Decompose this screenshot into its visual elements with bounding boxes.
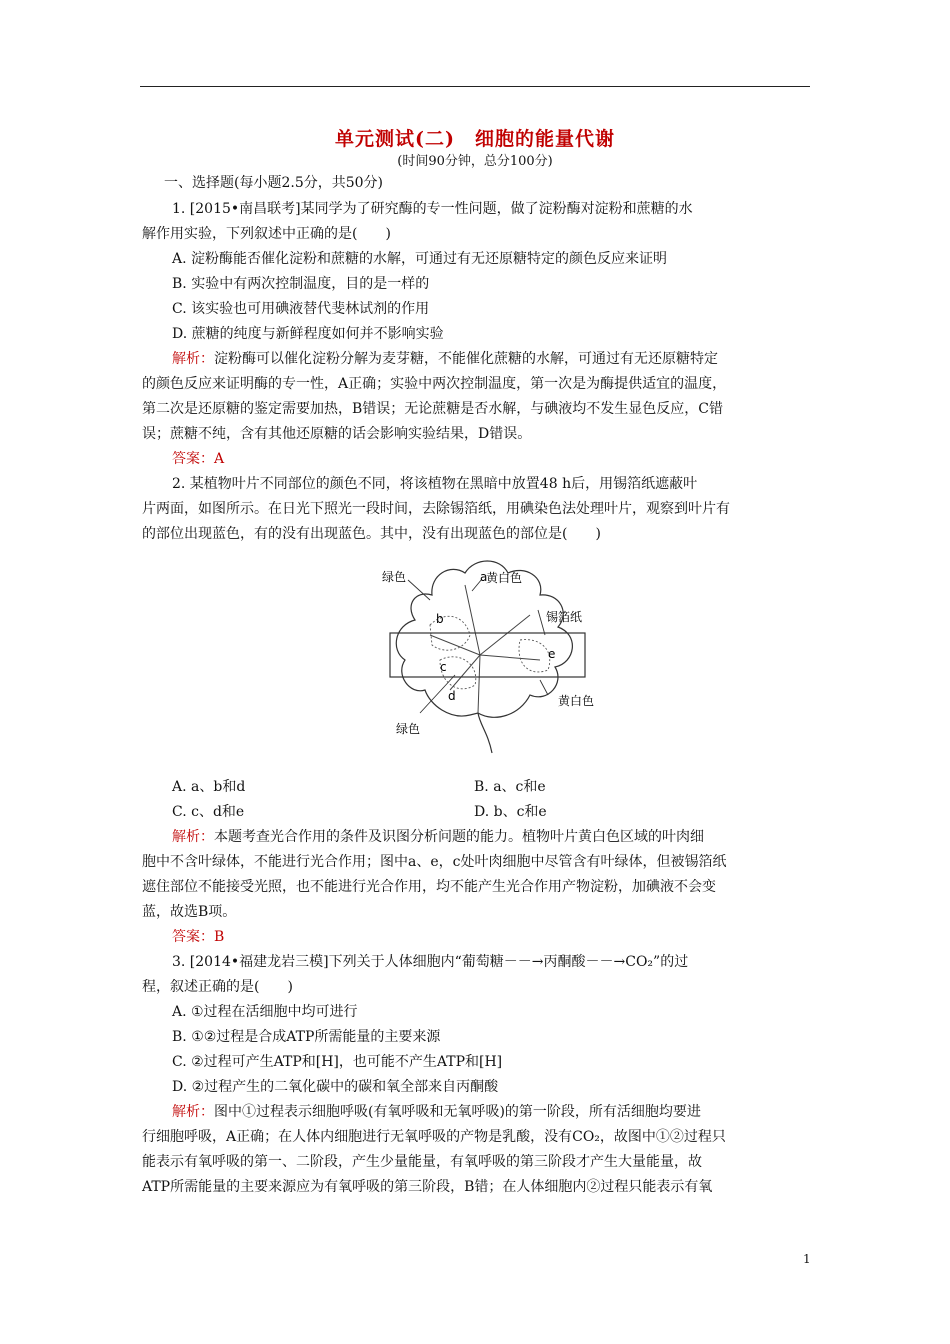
page-number: 1 [803, 1252, 811, 1266]
point-a: a [480, 570, 488, 584]
q2-answer: 答案：B [172, 929, 225, 945]
point-b: b [436, 612, 444, 626]
q1-stem-line: 1. [2015•南昌联考]某同学为了研究酶的专一性问题，做了淀粉酶对淀粉和蔗糖的水 [172, 201, 693, 217]
q1-answer: 答案：A [172, 451, 225, 467]
q2-stem-line: 片两面，如图所示。在日光下照光一段时间，去除锡箔纸，用碘染色法处理叶片，观察到叶片有 [142, 501, 730, 517]
label-yellow-top: 黄白色 [486, 571, 523, 585]
q2-stem-line: 的部位出现蓝色，有的没有出现蓝色。其中，没有出现蓝色的部位是( ) [142, 526, 601, 542]
q1-analysis-line: 第二次是还原糖的鉴定需要加热，B错误；无论蔗糖是否水解，与碘液均不发生显色反应，C错 [142, 401, 723, 417]
point-d: d [448, 689, 456, 703]
analysis-label: 解析： [172, 351, 214, 367]
q3-analysis-line: 解析：图中①过程表示细胞呼吸(有氧呼吸和无氧呼吸)的第一阶段，所有活细胞均要进 [172, 1104, 701, 1120]
q2-analysis-line: 胞中不含叶绿体，不能进行光合作用；图中a、e，c处叶肉细胞中尽管含有叶绿体，但被锡箔纸 [142, 854, 727, 870]
q1-analysis-line: 误；蔗糖不纯，含有其他还原糖的话会影响实验结果，D错误。 [142, 426, 532, 442]
q2-option-d: D. b、c和e [474, 804, 547, 820]
foil-rectangle [390, 633, 585, 677]
section-heading: 一、选择题(每小题2.5分，共50分) [164, 175, 384, 191]
q2-analysis-line: 遮住部位不能接受光照，也不能进行光合作用，均不能产生光合作用产物淀粉，加碘液不会变 [142, 879, 716, 895]
q3-analysis-line: ATP所需能量的主要来源应为有氧呼吸的第三阶段，B错；在人体细胞内②过程只能表示有氧 [142, 1179, 713, 1195]
header-rule [140, 86, 810, 87]
analysis-label: 解析： [172, 1104, 214, 1120]
point-c: c [440, 660, 447, 674]
label-green-bottom: 绿色 [396, 722, 421, 736]
q3-option-b: B. ①②过程是合成ATP所需能量的主要来源 [172, 1029, 441, 1045]
q1-option-b: B. 实验中有两次控制温度，目的是一样的 [172, 276, 430, 292]
label-foil: 锡箔纸 [546, 610, 583, 624]
q2-analysis-line: 解析：本题考查光合作用的条件及识图分析问题的能力。植物叶片黄白色区域的叶肉细 [172, 829, 704, 845]
q3-analysis-line: 行细胞呼吸，A正确；在人体内细胞进行无氧呼吸的产物是乳酸，没有CO₂，故图中①②过程只 [142, 1129, 726, 1145]
q3-option-a: A. ①过程在活细胞中均可进行 [172, 1004, 358, 1020]
q3-stem-line: 程，叙述正确的是( ) [142, 979, 293, 995]
q2-option-c: C. c、d和e [172, 804, 245, 820]
q3-stem-line: 3. [2014•福建龙岩三模]下列关于人体细胞内“葡萄糖－－→丙酮酸－－→CO₂”的过 [172, 954, 689, 970]
q3-analysis-line: 能表示有氧呼吸的第一、二阶段，产生少量能量，有氧呼吸的第三阶段才产生大量能量，故 [142, 1154, 702, 1170]
leaf-figure [370, 555, 610, 755]
q2-option-a: A. a、b和d [172, 779, 246, 795]
q1-analysis-line: 解析：淀粉酶可以催化淀粉分解为麦芽糖，不能催化蔗糖的水解，可通过有无还原糖特定 [172, 351, 718, 367]
q2-stem-line: 2. 某植物叶片不同部位的颜色不同，将该植物在黑暗中放置48 h后，用锡箔纸遮蔽叶 [172, 476, 698, 492]
q2-analysis-line: 蓝，故选B项。 [142, 904, 237, 920]
q1-stem-line: 解作用实验，下列叙述中正确的是( ) [142, 226, 391, 242]
q1-option-a: A. 淀粉酶能否催化淀粉和蔗糖的水解，可通过有无还原糖特定的颜色反应来证明 [172, 251, 668, 267]
q3-option-c: C. ②过程可产生ATP和[H]，也可能不产生ATP和[H] [172, 1054, 503, 1070]
q1-analysis-line: 的颜色反应来证明酶的专一性，A正确；实验中两次控制温度，第一次是为酶提供适宜的温度， [142, 376, 727, 392]
q3-option-d: D. ②过程产生的二氧化碳中的碳和氧全部来自丙酮酸 [172, 1079, 499, 1095]
analysis-label: 解析： [172, 829, 214, 845]
label-green-top: 绿色 [382, 570, 407, 584]
q1-option-c: C. 该实验也可用碘液替代斐林试剂的作用 [172, 301, 430, 317]
q1-option-d: D. 蔗糖的纯度与新鲜程度如何并不影响实验 [172, 326, 444, 342]
label-yellow-bottom: 黄白色 [558, 694, 595, 708]
page-title: 单元测试(二) 细胞的能量代谢 [335, 128, 615, 150]
q2-option-b: B. a、c和e [474, 779, 546, 795]
page-subtitle: (时间90分钟，总分100分) [397, 154, 553, 169]
point-e: e [548, 647, 556, 661]
